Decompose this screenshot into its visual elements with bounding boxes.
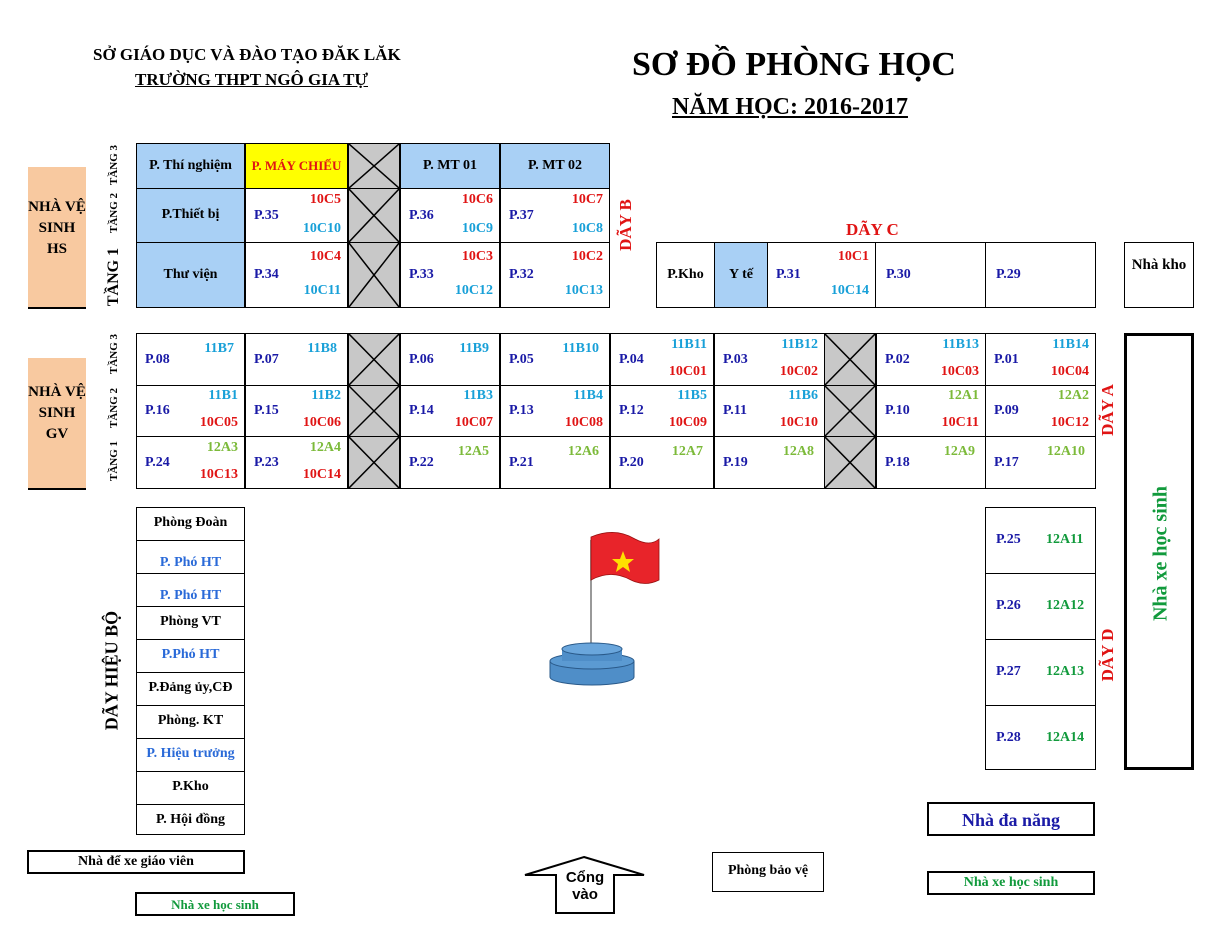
room-a-f1-2 <box>400 436 500 489</box>
room-number: P.11 <box>723 403 747 418</box>
admin-room-name: Phòng Đoàn <box>153 515 228 530</box>
admin-room-name: P.Phó HT <box>161 647 220 662</box>
admin-room-6 <box>136 705 245 739</box>
class-name-bottom: 10C07 <box>454 415 493 431</box>
room-a-f1-0 <box>136 436 245 489</box>
room-name: P. MT 02 <box>527 158 583 173</box>
stairwell-b-f3 <box>348 143 400 189</box>
admin-room-9 <box>136 804 245 835</box>
room-number: P.34 <box>254 267 279 282</box>
room-f2-b-0 <box>245 188 348 243</box>
admin-room-5 <box>136 672 245 706</box>
class-name-bottom: 10C10 <box>779 415 818 431</box>
room-number: P.15 <box>254 403 279 418</box>
class-name-bottom: 10C08 <box>564 415 603 431</box>
room-p31 <box>767 242 876 308</box>
room-d-0 <box>985 507 1096 574</box>
room-a-f1-4 <box>610 436 714 489</box>
class-name: 12A8 <box>782 443 814 459</box>
toilet-students-label: NHÀ VỆ SINH HS <box>28 199 86 257</box>
room-number: P.01 <box>994 351 1019 367</box>
room-number: P.16 <box>145 403 170 418</box>
room-a-f2-3 <box>500 385 610 437</box>
class-name: 11B9 <box>459 340 489 356</box>
toilet-teachers <box>28 358 86 488</box>
class-name: 12A7 <box>671 443 703 459</box>
class-name-top: 12A3 <box>206 439 238 455</box>
admin-building-label: DÃY HIỆU BỘ <box>101 610 122 731</box>
class-name-bottom: 10C04 <box>1050 364 1089 380</box>
room-a-f1-1 <box>245 436 348 489</box>
class-name-top: 12A4 <box>309 439 341 455</box>
room-number: P.36 <box>409 207 434 223</box>
admin-room-8 <box>136 771 245 805</box>
admin-room-name: Phòng. KT <box>157 713 224 728</box>
floor-label-1-top: TẦNG 1 <box>105 247 122 307</box>
room-a-f3-5 <box>714 333 825 386</box>
room-a-f2-6 <box>876 385 986 437</box>
room-f2-b-2 <box>500 188 610 243</box>
class-name-top: 10C2 <box>571 248 603 264</box>
multipurpose-hall-label: Nhà đa năng <box>961 810 1061 830</box>
class-name-bottom: 10C01 <box>668 364 707 380</box>
room-number: P.17 <box>994 454 1019 470</box>
admin-room-name: P. Phó HT <box>159 588 222 603</box>
class-name: 11B8 <box>307 340 337 356</box>
class-name-top: 12A2 <box>1057 388 1089 404</box>
class-name: 12A9 <box>943 443 975 459</box>
student-parking-bottom-left-label: Nhà xe học sinh <box>171 897 259 912</box>
room-a-f3-4 <box>610 333 714 386</box>
room-f3-b-0 <box>136 143 245 189</box>
room-d-3 <box>985 705 1096 770</box>
room-a-f2-7 <box>985 385 1096 437</box>
class-name-bottom: 10C12 <box>1050 415 1089 431</box>
teacher-parking <box>27 850 245 874</box>
room-d-2 <box>985 639 1096 706</box>
stairwell-a-f2-left <box>348 385 400 437</box>
room-a-f3-3 <box>500 333 610 386</box>
class-name-bottom: 10C9 <box>461 220 493 236</box>
room-name: P.Kho <box>667 267 704 282</box>
stairwell-a-f1-right <box>824 436 876 489</box>
class-name-top: 11B14 <box>1052 336 1089 352</box>
room-number: P.24 <box>145 454 170 470</box>
room-a-f2-2 <box>400 385 500 437</box>
student-parking-bottom-right <box>927 871 1095 895</box>
room-number: P.02 <box>885 351 910 367</box>
room-name: P. MÁY CHIẾU <box>251 158 342 173</box>
room-number: P.13 <box>509 403 534 418</box>
class-name-bottom: 10C11 <box>941 415 979 431</box>
room-number: P.08 <box>145 351 170 367</box>
class-name-bottom: 10C06 <box>302 415 341 431</box>
room-p29 <box>985 242 1096 308</box>
class-name-top: 10C3 <box>461 248 493 264</box>
room-name: P. Thí nghiệm <box>149 158 232 173</box>
guard-room-label: Phòng bảo vệ <box>727 863 809 878</box>
room-number: P.21 <box>509 454 534 470</box>
room-f3-b-3 <box>500 143 610 189</box>
stairwell-b-f2 <box>348 188 400 243</box>
building-b-label: DÃY B <box>616 199 635 251</box>
student-parking-right-label: Nhà xe học sinh <box>1149 485 1172 622</box>
room-a-f3-1 <box>245 333 348 386</box>
admin-room-1 <box>136 540 245 574</box>
toilet-students <box>28 167 86 307</box>
room-number: P.18 <box>885 454 910 470</box>
room-a-f2-4 <box>610 385 714 437</box>
class-name: 11B10 <box>562 340 599 356</box>
class-name-top: 11B3 <box>463 388 493 404</box>
class-name-top: 10C4 <box>309 248 341 264</box>
class-name: 12A11 <box>1046 532 1084 547</box>
student-parking-right <box>1124 333 1194 770</box>
class-name-bottom: 10C13 <box>564 282 603 298</box>
room-f3-b-1 <box>245 143 348 189</box>
room-a-f2-1 <box>245 385 348 437</box>
room-name: P. MT 01 <box>422 158 478 173</box>
room-number: P.26 <box>996 598 1021 613</box>
room-number: P.12 <box>619 403 644 418</box>
room-number: P.33 <box>409 267 434 282</box>
class-name-bottom: 10C11 <box>303 282 341 298</box>
room-storage-c <box>656 242 715 308</box>
class-name-top: 10C5 <box>309 192 341 208</box>
building-d-label: DÃY D <box>1098 628 1117 682</box>
class-name-bottom: 10C05 <box>199 415 238 431</box>
toilet-students-underline <box>28 307 86 309</box>
class-name-bottom: 10C13 <box>199 467 238 483</box>
stairwell-a-f3-left <box>348 333 400 386</box>
room-name: P.Thiết bị <box>161 207 220 222</box>
room-number: P.37 <box>509 207 534 223</box>
student-parking-bottom-right-label: Nhà xe học sinh <box>963 875 1059 890</box>
floor-label-2-bottom: TẦNG 2 <box>108 387 120 429</box>
class-name-top: 12A1 <box>947 388 979 404</box>
class-name-top: 11B6 <box>788 388 818 404</box>
room-a-f1-6 <box>876 436 986 489</box>
room-number: P.06 <box>409 351 434 367</box>
class-name-bottom: 10C14 <box>302 467 341 483</box>
room-a-f3-2 <box>400 333 500 386</box>
room-number: P.07 <box>254 351 279 367</box>
building-c-label: DÃY C <box>846 220 899 239</box>
floor-label-3-bottom: TẦNG 3 <box>108 333 120 375</box>
room-number: P.35 <box>254 207 279 223</box>
page-title: SƠ ĐỒ PHÒNG HỌC <box>632 46 956 83</box>
class-name: 12A10 <box>1046 443 1085 459</box>
room-number: P.30 <box>886 267 911 282</box>
storage-house-label: Nhà kho <box>1131 257 1187 273</box>
class-name-top: 11B13 <box>942 336 979 352</box>
room-a-f1-5 <box>714 436 825 489</box>
class-name: 12A13 <box>1046 664 1085 679</box>
room-a-f2-5 <box>714 385 825 437</box>
class-name-top: 11B2 <box>311 388 341 404</box>
room-number: P.28 <box>996 730 1021 745</box>
toilet-teachers-underline <box>28 488 86 490</box>
room-d-1 <box>985 573 1096 640</box>
class-name-top: 10C6 <box>461 192 493 208</box>
school-year: NĂM HỌC: 2016-2017 <box>672 94 908 120</box>
room-library <box>136 242 245 308</box>
class-name-bottom: 10C02 <box>779 364 818 380</box>
teacher-parking-label: Nhà để xe giáo viên <box>78 854 194 869</box>
student-parking-bottom-left <box>135 892 295 916</box>
room-number: P.05 <box>509 351 534 367</box>
class-name-bottom: 10C10 <box>302 220 341 236</box>
room-name: Thư viện <box>163 267 218 282</box>
toilet-teachers-label: NHÀ VỆ SINH GV <box>28 384 86 442</box>
room-equipment <box>136 188 245 243</box>
class-name-bottom: 10C03 <box>940 364 979 380</box>
admin-room-0 <box>136 507 245 541</box>
floor-label-2-top: TẦNG 2 <box>108 192 120 234</box>
class-name-bottom: 10C14 <box>830 282 869 298</box>
room-a-f3-6 <box>876 333 986 386</box>
room-number: P.04 <box>619 351 644 367</box>
room-f1-b-1 <box>400 242 500 308</box>
room-number: P.14 <box>409 403 434 418</box>
class-name-top: 11B4 <box>573 388 603 404</box>
department-name: SỞ GIÁO DỤC VÀ ĐÀO TẠO ĐĂK LĂK <box>93 45 401 64</box>
class-name-top: 11B5 <box>677 388 707 404</box>
admin-room-name: P. Hiệu trưởng <box>146 746 235 761</box>
class-name: 12A12 <box>1046 598 1085 613</box>
multipurpose-hall <box>927 802 1095 836</box>
class-name-top: 11B12 <box>781 336 818 352</box>
room-number: P.23 <box>254 454 279 470</box>
stairwell-a-f1-left <box>348 436 400 489</box>
class-name: 12A6 <box>567 443 599 459</box>
entrance-label: Cổng vào <box>565 869 605 903</box>
room-medical <box>714 242 768 308</box>
room-a-f1-3 <box>500 436 610 489</box>
class-name-bottom: 10C12 <box>454 282 493 298</box>
admin-room-name: P.Kho <box>172 779 209 794</box>
room-a-f3-7 <box>985 333 1096 386</box>
room-number: P.09 <box>994 403 1019 418</box>
admin-room-7 <box>136 738 245 772</box>
flagpole-illustration <box>545 525 670 695</box>
admin-room-name: P. Phó HT <box>159 555 222 570</box>
room-number: P.19 <box>723 454 748 470</box>
stairwell-a-f3-right <box>824 333 876 386</box>
admin-room-name: Phòng VT <box>160 614 221 629</box>
guard-room <box>712 852 824 892</box>
room-f3-b-2 <box>400 143 500 189</box>
building-a-label: DÃY A <box>1098 384 1117 436</box>
floor-label-1-bottom: TẦNG 1 <box>108 440 120 482</box>
room-number: P.03 <box>723 351 748 367</box>
class-name-top: 11B11 <box>671 336 707 352</box>
room-number: P.32 <box>509 267 534 282</box>
room-f1-b-2 <box>500 242 610 308</box>
room-name: Y tế <box>729 267 753 282</box>
class-name-top: 10C1 <box>837 248 869 264</box>
class-name-top: 10C7 <box>571 192 603 208</box>
room-number: P.20 <box>619 454 644 470</box>
class-name: 12A14 <box>1046 730 1085 745</box>
stairwell-b-f1 <box>348 242 400 308</box>
room-a-f2-0 <box>136 385 245 437</box>
class-name-top: 11B1 <box>208 388 238 404</box>
admin-room-2 <box>136 573 245 607</box>
admin-room-name: P. Hội đồng <box>155 812 226 827</box>
storage-house <box>1124 242 1194 308</box>
admin-room-name: P.Đảng ủy,CĐ <box>148 680 233 695</box>
stairwell-a-f2-right <box>824 385 876 437</box>
class-name-bottom: 10C09 <box>668 415 707 431</box>
class-name: 12A5 <box>457 443 489 459</box>
floor-label-3-top: TẦNG 3 <box>108 144 120 186</box>
room-f2-b-1 <box>400 188 500 243</box>
class-name: 11B7 <box>204 340 234 356</box>
room-f1-b-0 <box>245 242 348 308</box>
room-number: P.27 <box>996 664 1021 679</box>
room-a-f3-0 <box>136 333 245 386</box>
admin-room-4 <box>136 639 245 673</box>
room-number: P.25 <box>996 532 1021 547</box>
room-number: P.10 <box>885 403 910 418</box>
room-a-f1-7 <box>985 436 1096 489</box>
room-number: P.31 <box>776 267 801 282</box>
pedestal-top <box>562 643 622 655</box>
admin-room-3 <box>136 606 245 640</box>
room-number: P.29 <box>996 267 1021 282</box>
school-name: TRƯỜNG THPT NGÔ GIA TỰ <box>135 70 369 89</box>
class-name-bottom: 10C8 <box>571 220 603 236</box>
room-p30 <box>875 242 986 308</box>
room-number: P.22 <box>409 454 434 470</box>
